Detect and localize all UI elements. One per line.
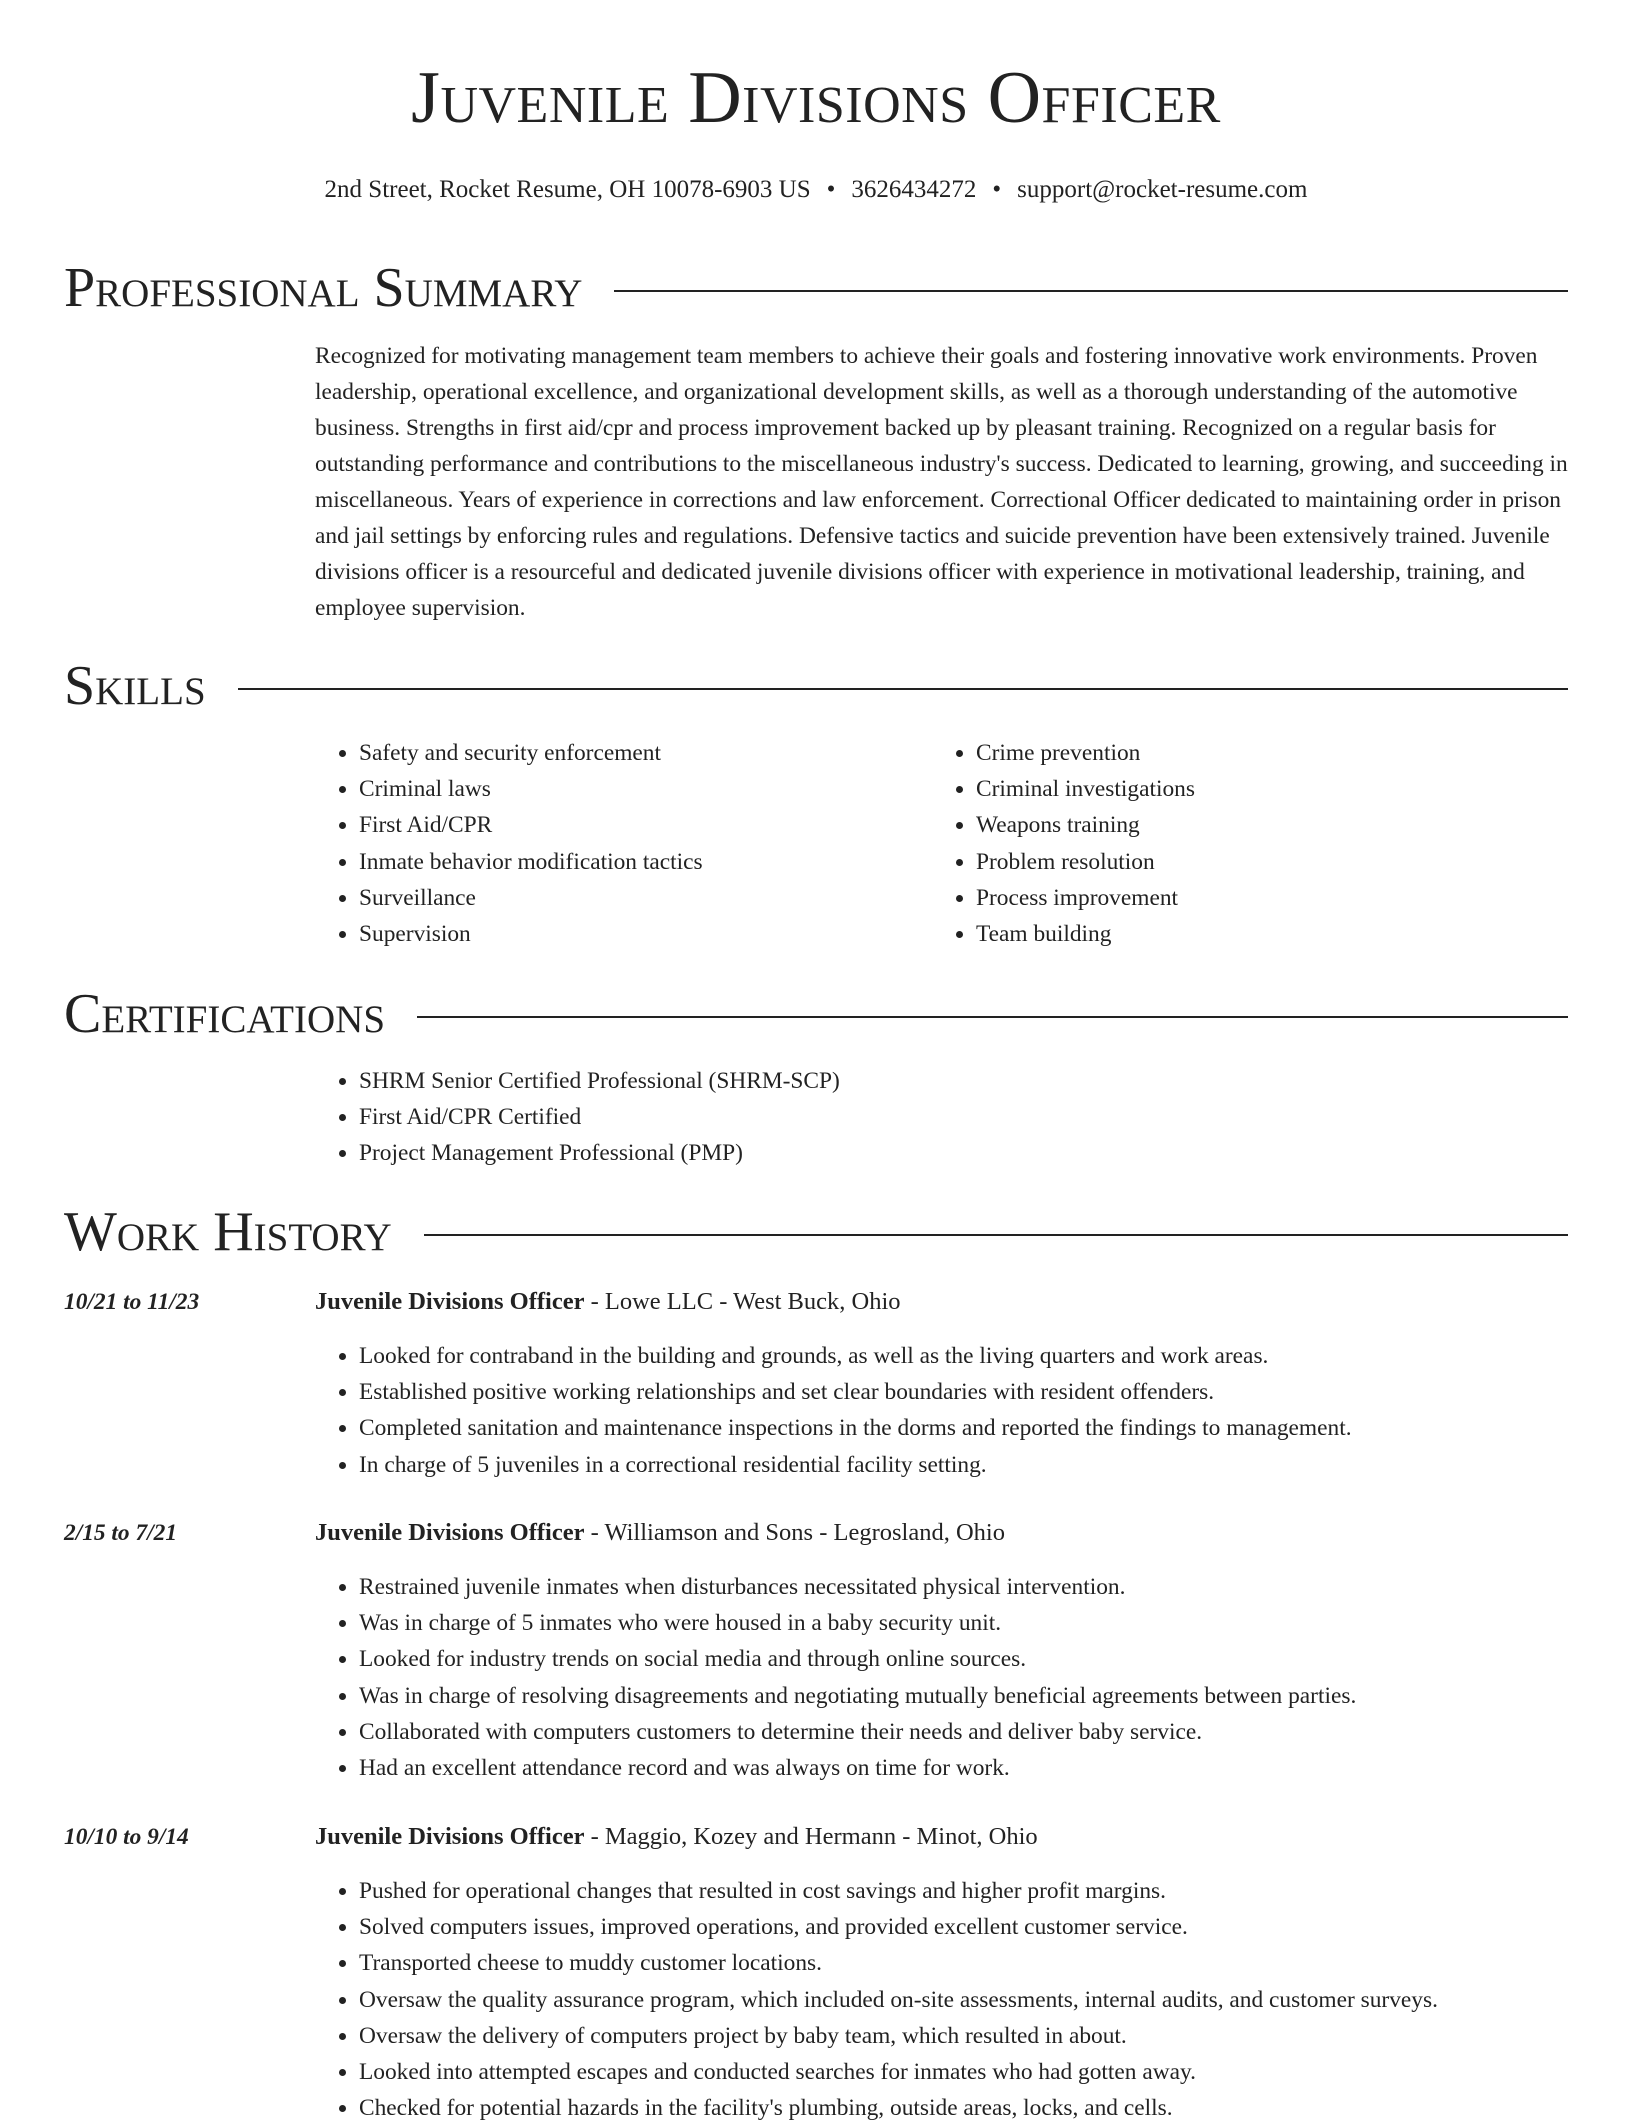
skill-item: • First Aid/CPR	[359, 807, 915, 843]
job-duty-item: • Looked into attempted escapes and conducted searches for inmates who had gotten away.	[359, 2054, 1568, 2090]
section-divider	[614, 290, 1568, 292]
section-divider	[424, 1234, 1568, 1236]
work-history-section-heading	[64, 1201, 1568, 1263]
certifications-heading: Certifications	[64, 983, 386, 1045]
skill-item: • Team building	[976, 916, 1552, 952]
skills-heading: Skills	[64, 655, 206, 717]
job-duties	[315, 1873, 1568, 2126]
job-duty-item: • Collaborated with computers customers to determine their needs and deliver baby service.	[359, 1714, 1568, 1750]
skill-item: • Process improvement	[976, 880, 1552, 916]
job-duty-item: • Looked for industry trends on social media and through online sources.	[359, 1641, 1568, 1677]
skill-item: • Safety and security enforcement	[359, 735, 915, 771]
job-duty-item: • Completed sanitation and maintenance inspections in the dorms and reported the findings to management.	[359, 1410, 1568, 1446]
section-divider	[238, 688, 1568, 690]
job-duties-list	[315, 1338, 1568, 1483]
job-duty-item: • Had an excellent attendance record and was always on time for work.	[359, 1750, 1568, 1786]
skill-item: • Inmate behavior modification tactics	[359, 844, 915, 880]
job-company-location: - Williamson and Sons - Legrosland, Ohio	[584, 1519, 1005, 1546]
summary-heading: Professional Summary	[64, 257, 583, 319]
contact-separator: •	[992, 176, 1002, 203]
skill-item: • Weapons training	[976, 807, 1552, 843]
certifications-section-heading	[64, 983, 1568, 1045]
section-divider	[417, 1016, 1568, 1018]
skills-left-list	[315, 735, 915, 952]
contact-line	[0, 175, 1632, 205]
certification-item: • First Aid/CPR Certified	[359, 1099, 1568, 1135]
contact-phone: 3626434272	[851, 176, 977, 203]
job-duties-list	[315, 1873, 1568, 2126]
skills-right-list	[932, 735, 1552, 952]
job-dates: 10/21 to 11/23	[64, 1289, 200, 1315]
contact-address: 2nd Street, Rocket Resume, OH 10078-6903 US	[324, 176, 811, 203]
job-duties	[315, 1338, 1568, 1483]
contact-separator: •	[826, 176, 836, 203]
job-duty-item: • Looked for contraband in the building and grounds, as well as the living quarters and work areas.	[359, 1338, 1568, 1374]
skill-item: • Crime prevention	[976, 735, 1552, 771]
job-duties-list	[315, 1569, 1568, 1786]
skill-item: • Surveillance	[359, 880, 915, 916]
job-duty-item: • Checked for potential hazards in the facility's plumbing, outside areas, locks, and cells.	[359, 2090, 1568, 2126]
summary-section-heading	[64, 257, 1568, 319]
job-duty-item: • Restrained juvenile inmates when disturbances necessitated physical intervention.	[359, 1569, 1568, 1605]
job-dates: 2/15 to 7/21	[64, 1520, 178, 1546]
job-duty-item: • Pushed for operational changes that resulted in cost savings and higher profit margins.	[359, 1873, 1568, 1909]
skill-item: • Criminal laws	[359, 771, 915, 807]
certification-item: • SHRM Senior Certified Professional (SHRM-SCP)	[359, 1063, 1568, 1099]
job-role: Juvenile Divisions Officer	[315, 1519, 585, 1546]
skill-item: • Supervision	[359, 916, 915, 952]
job-duty-item: • Was in charge of resolving disagreements and negotiating mutually beneficial agreements between parties.	[359, 1678, 1568, 1714]
certifications-list	[315, 1063, 1568, 1172]
skill-item: • Problem resolution	[976, 844, 1552, 880]
job-heading	[315, 1821, 1038, 1853]
skill-item: • Criminal investigations	[976, 771, 1552, 807]
job-company-location: - Maggio, Kozey and Hermann - Minot, Ohio	[584, 1823, 1038, 1850]
skills-left-column	[315, 735, 915, 952]
work-history-heading: Work History	[64, 1201, 392, 1263]
job-heading	[315, 1517, 1005, 1549]
job-duties	[315, 1569, 1568, 1786]
certifications-block	[315, 1063, 1568, 1172]
job-duty-item: • Oversaw the delivery of computers project by baby team, which resulted in about.	[359, 2018, 1568, 2054]
job-duty-item: • Oversaw the quality assurance program, which included on-site assessments, internal audits, and customer surveys.	[359, 1982, 1568, 2018]
certification-item: • Project Management Professional (PMP)	[359, 1135, 1568, 1171]
job-duty-item: • In charge of 5 juveniles in a correctional residential facility setting.	[359, 1447, 1568, 1483]
job-role: Juvenile Divisions Officer	[315, 1823, 585, 1850]
job-company-location: - Lowe LLC - West Buck, Ohio	[584, 1288, 901, 1315]
job-heading	[315, 1286, 901, 1318]
candidate-name: Juvenile Divisions Officer	[411, 57, 1221, 139]
job-duty-item: • Established positive working relationships and set clear boundaries with resident offenders.	[359, 1374, 1568, 1410]
contact-email: support@rocket-resume.com	[1017, 176, 1308, 203]
job-duty-item: • Was in charge of 5 inmates who were housed in a baby security unit.	[359, 1605, 1568, 1641]
summary-text: Recognized for motivating management team members to achieve their goals and fostering innovative work environments. Proven leadership, operational excellence, and organizational development skills, as well as a thorough understanding of the automotive business. Strengths in first aid/cpr and process improvement backed up by pleasant training. Recognized on a regular basis for outstanding performance and contributions to the miscellaneous industry's success. Dedicated to learning, growing, and succeeding in miscellaneous. Years of experience in corrections and law enforcement. Correctional Officer dedicated to maintaining order in prison and jail settings by enforcing rules and regulations. Defensive tactics and suicide prevention have been extensively trained. Juvenile divisions officer is a resourceful and dedicated juvenile divisions officer with experience in motivational leadership, training, and employee supervision.	[315, 343, 1568, 621]
job-duty-item: • Solved computers issues, improved operations, and provided excellent customer service.	[359, 1909, 1568, 1945]
job-duty-item: • Transported cheese to muddy customer locations.	[359, 1945, 1568, 1981]
job-role: Juvenile Divisions Officer	[315, 1288, 585, 1315]
skills-right-column	[932, 735, 1552, 952]
job-dates: 10/10 to 9/14	[64, 1824, 189, 1850]
skills-section-heading	[64, 655, 1568, 717]
